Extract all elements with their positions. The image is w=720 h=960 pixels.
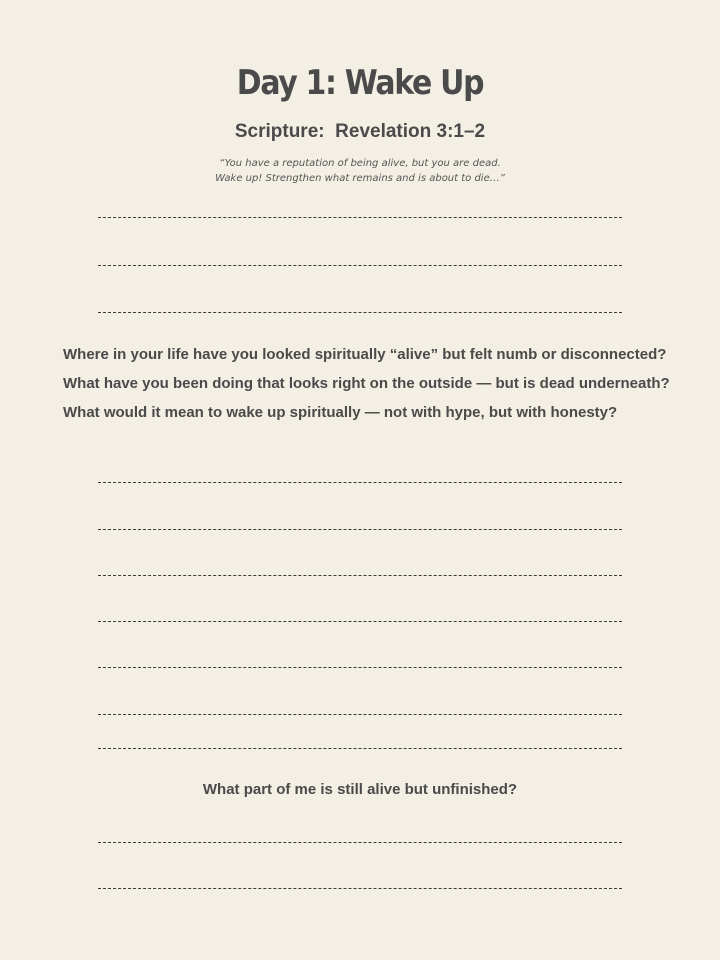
writing-line[interactable] — [98, 667, 622, 668]
final-prompt: What part of me is still alive but unfinished? — [202, 781, 518, 798]
writing-line[interactable] — [98, 714, 622, 715]
writing-line[interactable] — [98, 888, 622, 889]
quote-line-1: “You have a reputation of being alive, but you are dead. — [219, 158, 501, 169]
quote-line-2: Wake up! Strengthen what remains and is about to die…” — [215, 173, 505, 184]
writing-line[interactable] — [98, 529, 622, 530]
question-3: What would it mean to wake up spiritually — not with hype, but with honesty? — [63, 404, 618, 421]
writing-line[interactable] — [98, 482, 622, 483]
writing-line[interactable] — [98, 312, 622, 313]
writing-line[interactable] — [98, 621, 622, 622]
writing-line[interactable] — [98, 842, 622, 843]
writing-line[interactable] — [98, 217, 622, 218]
scripture-quote — [0, 156, 720, 186]
question-1: Where in your life have you looked spiritually “alive” but felt numb or disconnected? — [63, 346, 667, 363]
scripture-reference: Scripture: Revelation 3:1–2 — [234, 121, 486, 142]
writing-line[interactable] — [98, 575, 622, 576]
page-title: Day 1: Wake Up — [236, 63, 484, 103]
question-2: What have you been doing that looks right on the outside — but is dead underneath? — [63, 375, 670, 392]
writing-line[interactable] — [98, 265, 622, 266]
writing-line[interactable] — [98, 748, 622, 749]
